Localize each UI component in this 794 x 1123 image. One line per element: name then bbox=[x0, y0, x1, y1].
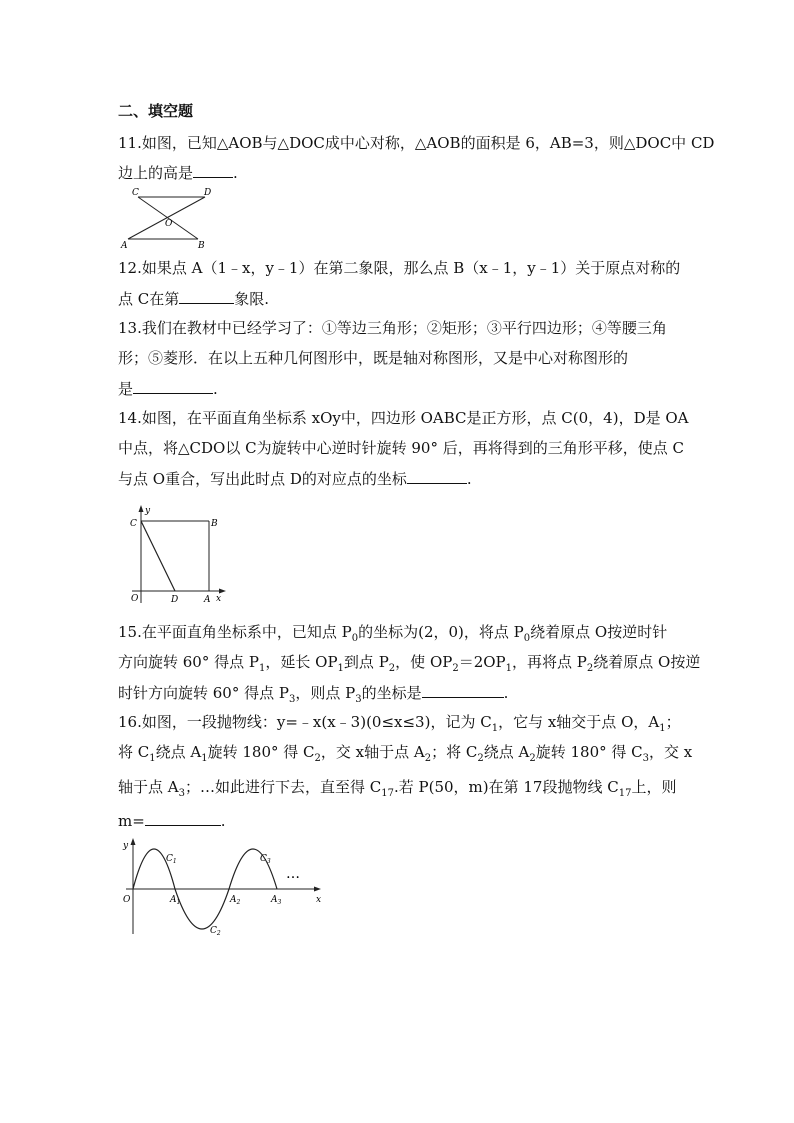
label-d: D bbox=[204, 188, 212, 198]
q12-line-2 bbox=[118, 288, 269, 309]
q15-end: . bbox=[503, 684, 509, 702]
q16-figure bbox=[118, 834, 328, 940]
q15-line-3 bbox=[118, 682, 508, 710]
q13-line-2: 形；⑤菱形．在以上五种几何图形中，既是轴对称图形，又是中心对称图形的 bbox=[118, 349, 629, 367]
q16-line-2 bbox=[118, 742, 692, 769]
parabola-c3 bbox=[229, 849, 277, 889]
q14-line-3 bbox=[118, 468, 472, 489]
q13-line-3 bbox=[118, 378, 218, 399]
label-x: x bbox=[316, 895, 322, 905]
q15-l2-sub-3: 2 bbox=[388, 663, 396, 674]
label-x: x bbox=[216, 594, 222, 604]
label-c: C bbox=[132, 188, 139, 198]
q12-text: 点 C在第 bbox=[118, 290, 180, 308]
q16-l2-text-a: 将 C bbox=[118, 743, 150, 761]
label-o: O bbox=[131, 594, 139, 604]
q11-figure bbox=[118, 186, 218, 250]
q16-l3-text-a: 轴于点 A bbox=[118, 778, 179, 796]
label-a2: $A_2$ bbox=[230, 895, 241, 906]
q15-l3-text-b: ，则点 P bbox=[295, 684, 356, 702]
q13-answer-blank[interactable] bbox=[133, 378, 213, 394]
q16-l2-text-f: 绕点 A bbox=[483, 743, 530, 761]
q15-l2-sub-5: 1 bbox=[505, 663, 513, 674]
q16-l2-sub-4: 2 bbox=[424, 753, 432, 764]
q14-figure bbox=[118, 503, 233, 608]
q12-line-1: 12.如果点 A（1﹣x，y﹣1）在第二象限，那么点 B（x﹣1，y﹣1）关于原点对称的 bbox=[118, 259, 681, 277]
y-axis-arrow bbox=[131, 838, 136, 845]
q15-l2-sub-2: 1 bbox=[337, 663, 344, 674]
label-c3: $C_3$ bbox=[260, 854, 271, 865]
q16-l1-sub-2: 1 bbox=[659, 723, 666, 734]
q16-l2-sub-1: 1 bbox=[149, 753, 156, 764]
x-axis-arrow bbox=[314, 887, 321, 892]
q15-l2-text-g: 绕着原点 O按逆 bbox=[593, 653, 701, 671]
label-c: C bbox=[130, 519, 137, 529]
q15-line-2 bbox=[118, 652, 700, 679]
q16-l2-text-b: 绕点 A bbox=[155, 743, 202, 761]
label-a: A bbox=[204, 595, 211, 605]
section-heading: 二、填空题 bbox=[118, 102, 194, 120]
q11-text: 边上的高是 bbox=[118, 164, 194, 182]
q13-line-1: 13.我们在教材中已经学习了：①等边三角形；②矩形；③平行四边形；④等腰三角 bbox=[118, 319, 667, 337]
q15-l2-text-c: 到点 P bbox=[343, 653, 389, 671]
q16-l1-text-c: ； bbox=[665, 713, 681, 731]
q15-l3-sub-2: 3 bbox=[355, 694, 362, 705]
ellipsis: … bbox=[286, 866, 300, 882]
q16-l2-text-g: 旋转 180° 得 C bbox=[535, 743, 643, 761]
q15-l2-sub-1: 1 bbox=[259, 663, 266, 674]
q16-answer-blank[interactable] bbox=[145, 810, 221, 826]
q15-l2-text-d: ，使 OP bbox=[395, 653, 453, 671]
segment-cd bbox=[141, 521, 175, 591]
label-o: O bbox=[123, 895, 131, 905]
q16-l2-sub-6: 2 bbox=[529, 753, 536, 764]
q11-answer-blank[interactable] bbox=[193, 162, 233, 178]
q15-l3-text-a: 时针方向旋转 60° 得点 P bbox=[118, 684, 289, 702]
q11-end: . bbox=[233, 164, 238, 182]
q13-text: 是 bbox=[118, 380, 134, 398]
q15-l2-sub-4: 2 bbox=[452, 663, 459, 674]
q16-l2-text-e: ；将 C bbox=[431, 743, 478, 761]
q16-l1-sub-1: 1 bbox=[491, 723, 499, 734]
q15-l3-sub-1: 3 bbox=[289, 694, 296, 705]
label-d: D bbox=[171, 595, 179, 605]
y-axis-arrow bbox=[139, 505, 144, 512]
q16-line-1 bbox=[118, 712, 681, 739]
label-y: y bbox=[123, 841, 129, 851]
label-c2: $C_2$ bbox=[210, 926, 221, 937]
segment-cb bbox=[138, 197, 198, 239]
q15-l3-text-c: 的坐标是 bbox=[361, 684, 422, 702]
q15-answer-blank[interactable] bbox=[422, 682, 504, 698]
label-c1: $C_1$ bbox=[166, 854, 177, 865]
q15-l1-text-a: 15.在平面直角坐标系中，已知点 P bbox=[118, 623, 352, 641]
q14-answer-blank[interactable] bbox=[407, 468, 467, 484]
q16-l2-text-h: ，交 x bbox=[649, 743, 693, 761]
q14-line-2: 中点，将△CDO以 C为旋转中心逆时针旋转 90° 后，再将得到的三角形平移，使点 C bbox=[118, 439, 684, 457]
q16-l2-sub-2: 1 bbox=[201, 753, 208, 764]
label-o: O bbox=[165, 219, 173, 229]
q14-text: 与点 O重合，写出此时点 D的对应点的坐标 bbox=[118, 470, 407, 488]
q12-end: 象限. bbox=[234, 290, 270, 308]
parabola-c2 bbox=[175, 889, 229, 929]
q15-line-1 bbox=[118, 622, 667, 649]
q15-l1-sub-1: 0 bbox=[351, 633, 359, 644]
q16-line-4 bbox=[118, 810, 226, 831]
q16-l1-text-a: 16.如图，一段抛物线：y=﹣x(x﹣3)(0≤x≤3)，记为 C bbox=[118, 713, 492, 731]
label-a3: $A_3$ bbox=[271, 895, 282, 906]
label-b: B bbox=[211, 519, 218, 529]
q16-l3-text-d: 上，则 bbox=[631, 778, 677, 796]
q16-l2-sub-5: 2 bbox=[477, 753, 484, 764]
q13-end: . bbox=[213, 380, 218, 398]
q16-l3-sub-3: 17 bbox=[618, 788, 632, 799]
q16-l1-text-b: ，它与 x轴交于点 O，A bbox=[498, 713, 660, 731]
q11-line-1: 11.如图，已知△AOB与△DOC成中心对称，△AOB的面积是 6，AB=3，则△DOC中 CD bbox=[118, 134, 715, 152]
label-y: y bbox=[145, 506, 151, 516]
q15-l2-text-f: ，再将点 P bbox=[512, 653, 587, 671]
q16-l2-sub-7: 3 bbox=[642, 753, 650, 764]
q15-l2-sub-6: 2 bbox=[586, 663, 594, 674]
q16-l2-sub-3: 2 bbox=[314, 753, 321, 764]
label-a1: $A_1$ bbox=[170, 895, 181, 906]
q16-l3-text-c: .若 P(50，m)在第 17段抛物线 C bbox=[393, 778, 619, 796]
q15-l1-sub-2: 0 bbox=[523, 633, 531, 644]
q14-end: . bbox=[466, 470, 472, 488]
q16-end: . bbox=[220, 812, 226, 830]
q16-l3-sub-1: 3 bbox=[178, 788, 185, 799]
q16-l3-text-b: ；…如此进行下去，直至得 C bbox=[184, 778, 382, 796]
label-b: B bbox=[198, 241, 205, 250]
q16-l3-sub-2: 17 bbox=[381, 788, 394, 799]
q16-line-3 bbox=[118, 777, 676, 804]
q16-text: m= bbox=[118, 812, 145, 830]
x-axis-arrow bbox=[219, 589, 226, 594]
segment-da bbox=[128, 197, 205, 239]
q15-l1-text-c: 绕着原点 O按逆时针 bbox=[530, 623, 668, 641]
q14-line-1: 14.如图，在平面直角坐标系 xOy中，四边形 OABC是正方形，点 C(0，4)，D是 OA bbox=[118, 409, 689, 427]
q15-l2-text-a: 方向旋转 60° 得点 P bbox=[118, 653, 259, 671]
q15-l2-text-b: ，延长 OP bbox=[265, 653, 338, 671]
q16-l2-text-c: 旋转 180° 得 C bbox=[207, 743, 315, 761]
label-a: A bbox=[121, 241, 128, 250]
q15-l1-text-b: 的坐标为(2，0)，将点 P bbox=[358, 623, 524, 641]
q16-l2-text-d: ，交 x轴于点 A bbox=[320, 743, 425, 761]
q11-line-2 bbox=[118, 162, 238, 183]
q15-l2-text-e: ＝2OP bbox=[458, 653, 506, 671]
q12-answer-blank[interactable] bbox=[179, 288, 234, 304]
